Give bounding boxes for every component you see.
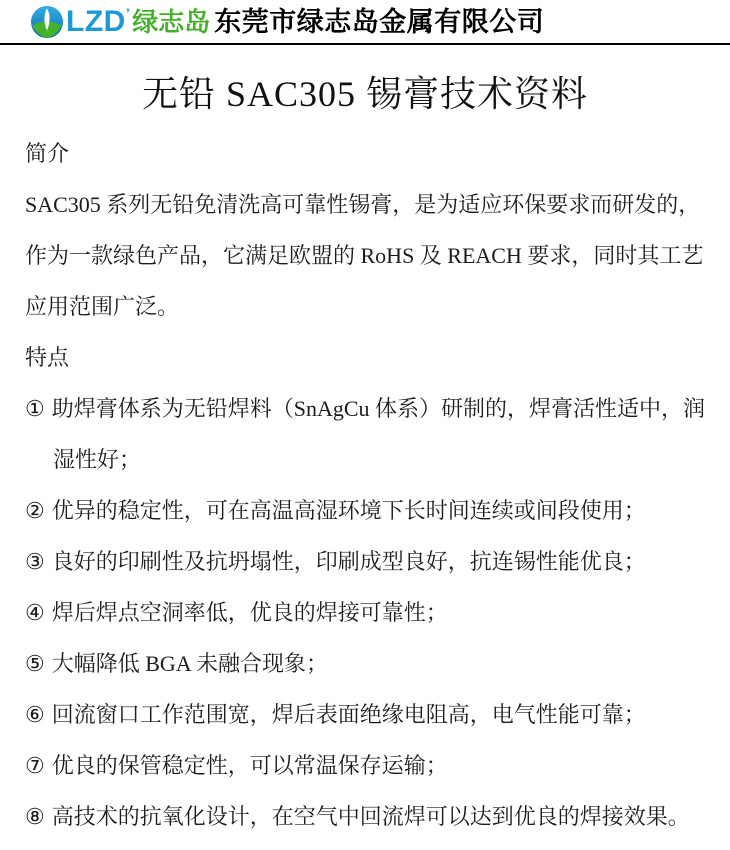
- feature-text: 回流窗口工作范围宽，焊后表面绝缘电阻高，电气性能可靠；: [51, 702, 646, 727]
- feature-item-2: [25, 485, 705, 536]
- logo-trademark: ’: [125, 5, 131, 21]
- circled-number-2: ②: [25, 498, 45, 523]
- feature-text: 优异的稳定性，可在高温高湿环境下长时间连续或间段使用；: [51, 498, 646, 523]
- feature-item-1-continuation: 湿性好；: [53, 447, 142, 472]
- feature-text: 助焊膏体系为无铅焊料（SnAgCu 体系）研制的，焊膏活性适中，润: [51, 396, 706, 421]
- feature-item-3: [25, 536, 705, 587]
- circled-number-6: ⑥: [25, 702, 45, 727]
- feature-text: 良好的印刷性及抗坍塌性，印刷成型良好，抗连锡性能优良；: [51, 549, 646, 574]
- feature-item-7: [25, 740, 705, 791]
- feature-item-4: [25, 587, 705, 638]
- intro-line: SAC305 系列无铅免清洗高可靠性锡膏，是为适应环保要求而研发的，: [25, 192, 701, 217]
- circled-number-8: ⑧: [25, 804, 45, 829]
- document-body: [0, 119, 730, 842]
- logo-text-green-name: 绿志岛: [132, 7, 211, 37]
- circled-number-1: ①: [25, 396, 45, 421]
- document-title: 无铅 SAC305 锡膏技术资料: [141, 74, 589, 114]
- intro-line: 作为一款绿色产品，它满足欧盟的 RoHS 及 REACH 要求，同时其工艺: [25, 243, 704, 268]
- feature-item-5: [25, 638, 705, 689]
- feature-text: 优良的保管稳定性，可以常温保存运输；: [51, 753, 448, 778]
- feature-text: 大幅降低 BGA 未融合现象；: [51, 651, 328, 676]
- company-name: 东莞市绿志岛金属有限公司: [214, 7, 545, 37]
- globe-leaf-logo-icon: [30, 5, 64, 39]
- header-divider: [0, 43, 730, 45]
- circled-number-3: ③: [25, 549, 45, 574]
- intro-line: 应用范围广泛。: [25, 294, 180, 319]
- circled-number-4: ④: [25, 600, 45, 625]
- circled-number-7: ⑦: [25, 753, 45, 778]
- features-heading: 特点: [25, 345, 70, 370]
- feature-text: 高技术的抗氧化设计，在空气中回流焊可以达到优良的焊接效果。: [51, 804, 690, 829]
- logo-text-lzd: LZD’: [66, 5, 131, 38]
- feature-item-8: [25, 791, 705, 842]
- feature-item-6: [25, 689, 705, 740]
- feature-text: 焊后焊点空洞率低，优良的焊接可靠性；: [51, 600, 448, 625]
- intro-heading: 简介: [25, 141, 70, 166]
- feature-item-1: [25, 383, 705, 434]
- circled-number-5: ⑤: [25, 651, 45, 676]
- page-header: [0, 0, 730, 40]
